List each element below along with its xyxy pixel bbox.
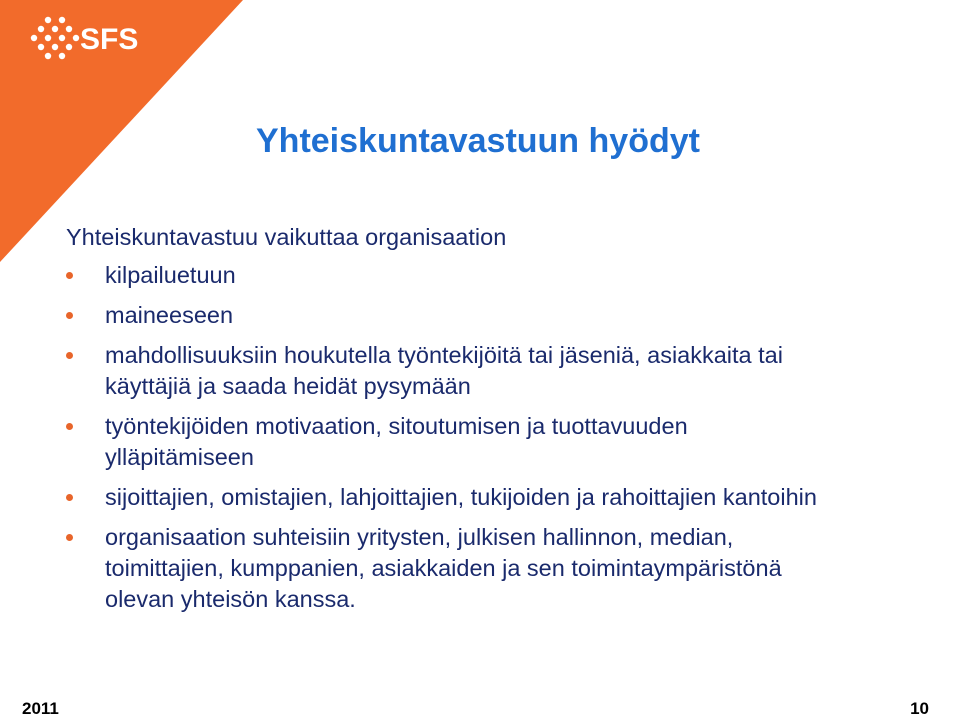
slide-title: Yhteiskuntavastuun hyödyt: [256, 122, 700, 160]
bullet-item: [66, 522, 956, 615]
page-number: 10: [910, 699, 929, 718]
intro-text: Yhteiskuntavastuu vaikuttaa organisaation: [66, 224, 507, 250]
bullet-dot-icon: [66, 352, 73, 359]
bullet-line: maineeseen: [105, 302, 234, 328]
bullet-line: mahdollisuuksiin houkutella työntekijöitä tai jäseniä, asiakkaita tai: [105, 342, 783, 368]
slide-content: [66, 222, 956, 624]
bullet-dot-icon: [66, 423, 73, 430]
sfs-logo: [22, 12, 152, 72]
bullet-list: [66, 260, 956, 615]
logo-text: SFS: [80, 23, 139, 56]
bullet-dot-icon: [66, 494, 73, 501]
bullet-line: työntekijöiden motivaation, sitoutumisen ja tuottavuuden: [105, 413, 688, 439]
footer-year: 2011: [22, 699, 59, 718]
bullet-line: kilpailuetuun: [105, 262, 236, 288]
bullet-item: [66, 482, 956, 513]
bullet-line: toimittajien, kumppanien, asiakkaiden ja sen toimintaympäristönä: [105, 555, 782, 581]
bullet-line: sijoittajien, omistajien, lahjoittajien, tukijoiden ja rahoittajien kantoihin: [105, 484, 817, 510]
bullet-item: [66, 411, 956, 473]
bullet-dot-icon: [66, 534, 73, 541]
bullet-line: olevan yhteisön kanssa.: [105, 586, 356, 612]
bullet-dot-icon: [66, 272, 73, 279]
bullet-line: käyttäjiä ja saada heidät pysymään: [105, 373, 471, 399]
bullet-line: organisaation suhteisiin yritysten, julkisen hallinnon, median,: [105, 524, 734, 550]
bullet-item: [66, 340, 956, 402]
bullet-item: [66, 300, 956, 331]
bullet-dot-icon: [66, 312, 73, 319]
bullet-item: [66, 260, 956, 291]
bullet-line: ylläpitämiseen: [105, 444, 254, 470]
